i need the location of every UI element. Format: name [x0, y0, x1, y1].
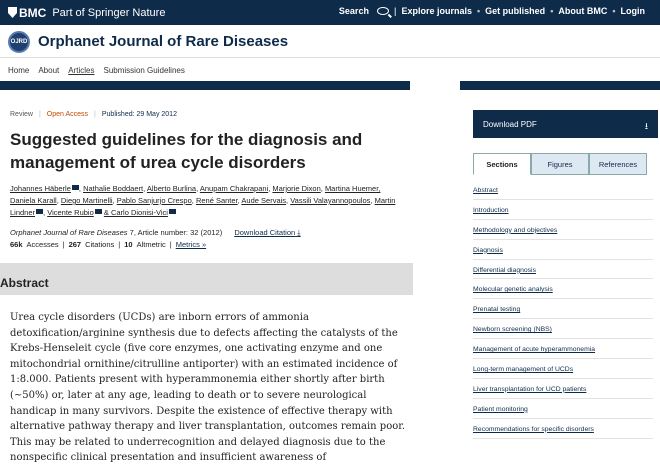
- section-link[interactable]: Prenatal testing: [473, 299, 653, 319]
- get-published-link[interactable]: Get published: [485, 6, 546, 16]
- citation-journal: Orphanet Journal of Rare Diseases: [10, 228, 128, 237]
- section-link[interactable]: Long-term management of UCDs: [473, 359, 653, 379]
- mail-icon[interactable]: [95, 209, 102, 214]
- section-link[interactable]: Newborn screening (NBS): [473, 319, 653, 339]
- section-list: [473, 180, 653, 439]
- section-link[interactable]: Abstract: [473, 180, 653, 200]
- author-link[interactable]: Marjorie Dixon: [272, 184, 321, 193]
- section-link[interactable]: Patient monitoring: [473, 399, 653, 419]
- citations-label: Citations: [85, 240, 115, 249]
- download-icon: ⭳: [644, 121, 648, 131]
- tab-sections[interactable]: Sections: [473, 153, 531, 175]
- author-link[interactable]: Lindner: [10, 208, 36, 217]
- top-bar: [0, 0, 660, 25]
- abstract-text: Urea cycle disorders (UCDs) are inborn errors of ammonia detoxification/arginine synthesis due to defects affecting the catalysts of the Krebs-Henseleit cycle (five core enzymes, one activating enzyme and one mitochondrial ornithine/citrulline antiporter) with an estimated incidence of 1:8.000. Patients present with hyperammonemia either shortly after birth (~50%) or, later at any age, leading to death or to severe neurological handicap in many survivors. Despite the existence of effective therapy with alternative pathway therapy and liver transplantation, outcomes remain poor. This may be related to underrecognition and delayed diagnosis due to the nonspecific clinical presentation and insufficient awareness of: [10, 312, 406, 464]
- journal-title[interactable]: Orphanet Journal of Rare Diseases: [38, 33, 289, 50]
- top-nav: [329, 6, 650, 16]
- bmc-brand[interactable]: [8, 5, 165, 20]
- bmc-logo: BMC: [8, 6, 46, 20]
- section-link[interactable]: Differential diagnosis: [473, 260, 653, 280]
- section-link[interactable]: Recommendations for specific disorders: [473, 419, 653, 439]
- author-link[interactable]: Anupam Chakrapani: [199, 184, 269, 193]
- published-date: Published: 29 May 2012: [101, 111, 177, 118]
- article-meta: Review | Open Access | Published: 29 May 2012: [10, 111, 177, 118]
- article-type: Review: [10, 111, 33, 118]
- author-link[interactable]: Martin: [374, 196, 396, 205]
- citation-line: [10, 228, 301, 238]
- divider: •: [550, 6, 554, 16]
- author-link[interactable]: Martina Huemer,: [324, 184, 381, 193]
- nav-submission-guidelines[interactable]: Submission Guidelines: [103, 66, 185, 75]
- download-citation-link[interactable]: Download Citation ⤓: [234, 228, 301, 237]
- tab-figures[interactable]: Figures: [531, 153, 589, 175]
- search-link[interactable]: Search: [329, 6, 394, 16]
- altmetric-label: Altmetric: [136, 240, 166, 249]
- author-link[interactable]: Vassili Valayannopoulos: [290, 196, 371, 205]
- section-link[interactable]: Introduction: [473, 200, 653, 220]
- metrics-link[interactable]: Metrics »: [175, 240, 207, 249]
- about-bmc-link[interactable]: About BMC: [558, 6, 608, 16]
- mail-icon[interactable]: [36, 209, 43, 214]
- author-link[interactable]: Daniela Karall: [10, 196, 57, 205]
- abstract-heading: Abstract: [0, 263, 413, 295]
- divider: •: [477, 6, 481, 16]
- accesses-count: 66k: [10, 240, 23, 249]
- explore-journals-link[interactable]: Explore journals: [401, 6, 473, 16]
- citation-details: 7, Article number: 32 (2012): [129, 228, 223, 237]
- divider: •: [612, 6, 616, 16]
- search-icon: [377, 7, 389, 15]
- author-link[interactable]: Aude Servais: [241, 196, 287, 205]
- section-link[interactable]: Methodology and objectives: [473, 220, 653, 240]
- journal-logo[interactable]: OJRD: [8, 31, 30, 53]
- citations-count: 267: [68, 240, 82, 249]
- mail-icon[interactable]: [72, 185, 79, 190]
- sidebar-tabs: [473, 153, 647, 175]
- author-link[interactable]: Johannes Häberle: [10, 184, 71, 193]
- section-link[interactable]: Molecular genetic analysis: [473, 279, 653, 299]
- open-access-badge: Open Access: [46, 111, 89, 118]
- divider: |: [393, 6, 397, 16]
- author-link[interactable]: Alberto Burlina: [146, 184, 197, 193]
- mail-icon[interactable]: [169, 209, 176, 214]
- bmc-logo-icon: [8, 7, 17, 18]
- accesses-label: Accesses: [26, 240, 59, 249]
- altmetric-count: 10: [124, 240, 133, 249]
- author-link[interactable]: René Santer: [195, 196, 238, 205]
- author-link[interactable]: Vicente Rubio: [47, 208, 94, 217]
- tab-references[interactable]: References: [589, 153, 647, 175]
- header-bar: [0, 81, 660, 90]
- author-link[interactable]: Nathalie Boddaert: [83, 184, 144, 193]
- nav-home[interactable]: Home: [8, 66, 30, 75]
- springer-tagline: Part of Springer Nature: [52, 6, 166, 19]
- article-title: Suggested guidelines for the diagnosis and management of urea cycle disorders: [10, 130, 363, 172]
- author-list: Johannes Häberle , Nathalie Boddaert, Alberto Burlina, Anupam Chakrapani, Marjorie Dixon, Martina Huemer, Daniela Karall, Diego Martinelli, Pablo Sanjurjo Crespo, René Santer, Aude Servais, Vassili Valayannopoulos, Martin Lindner , Vicente Rubio & Carlo Dionisi-Vici: [10, 184, 396, 217]
- nav-articles[interactable]: Articles: [68, 66, 95, 75]
- section-link[interactable]: Liver transplantation for UCD patients: [473, 379, 653, 399]
- download-icon: ⤓: [297, 228, 301, 237]
- author-link[interactable]: Diego Martinelli: [60, 196, 113, 205]
- section-link[interactable]: Diagnosis: [473, 240, 653, 260]
- author-link[interactable]: & Carlo Dionisi-Vici: [103, 208, 168, 217]
- article-metrics: 66k Accesses | 267 Citations | 10 Altmetric | Metrics »: [10, 240, 207, 249]
- download-pdf-button[interactable]: Download PDF ⭳: [473, 110, 658, 138]
- section-link[interactable]: Management of acute hyperammonemia: [473, 339, 653, 359]
- login-link[interactable]: Login: [620, 6, 645, 16]
- nav-about[interactable]: About: [38, 66, 60, 75]
- author-link[interactable]: Pablo Sanjurjo Crespo: [116, 196, 192, 205]
- journal-nav: [8, 66, 185, 75]
